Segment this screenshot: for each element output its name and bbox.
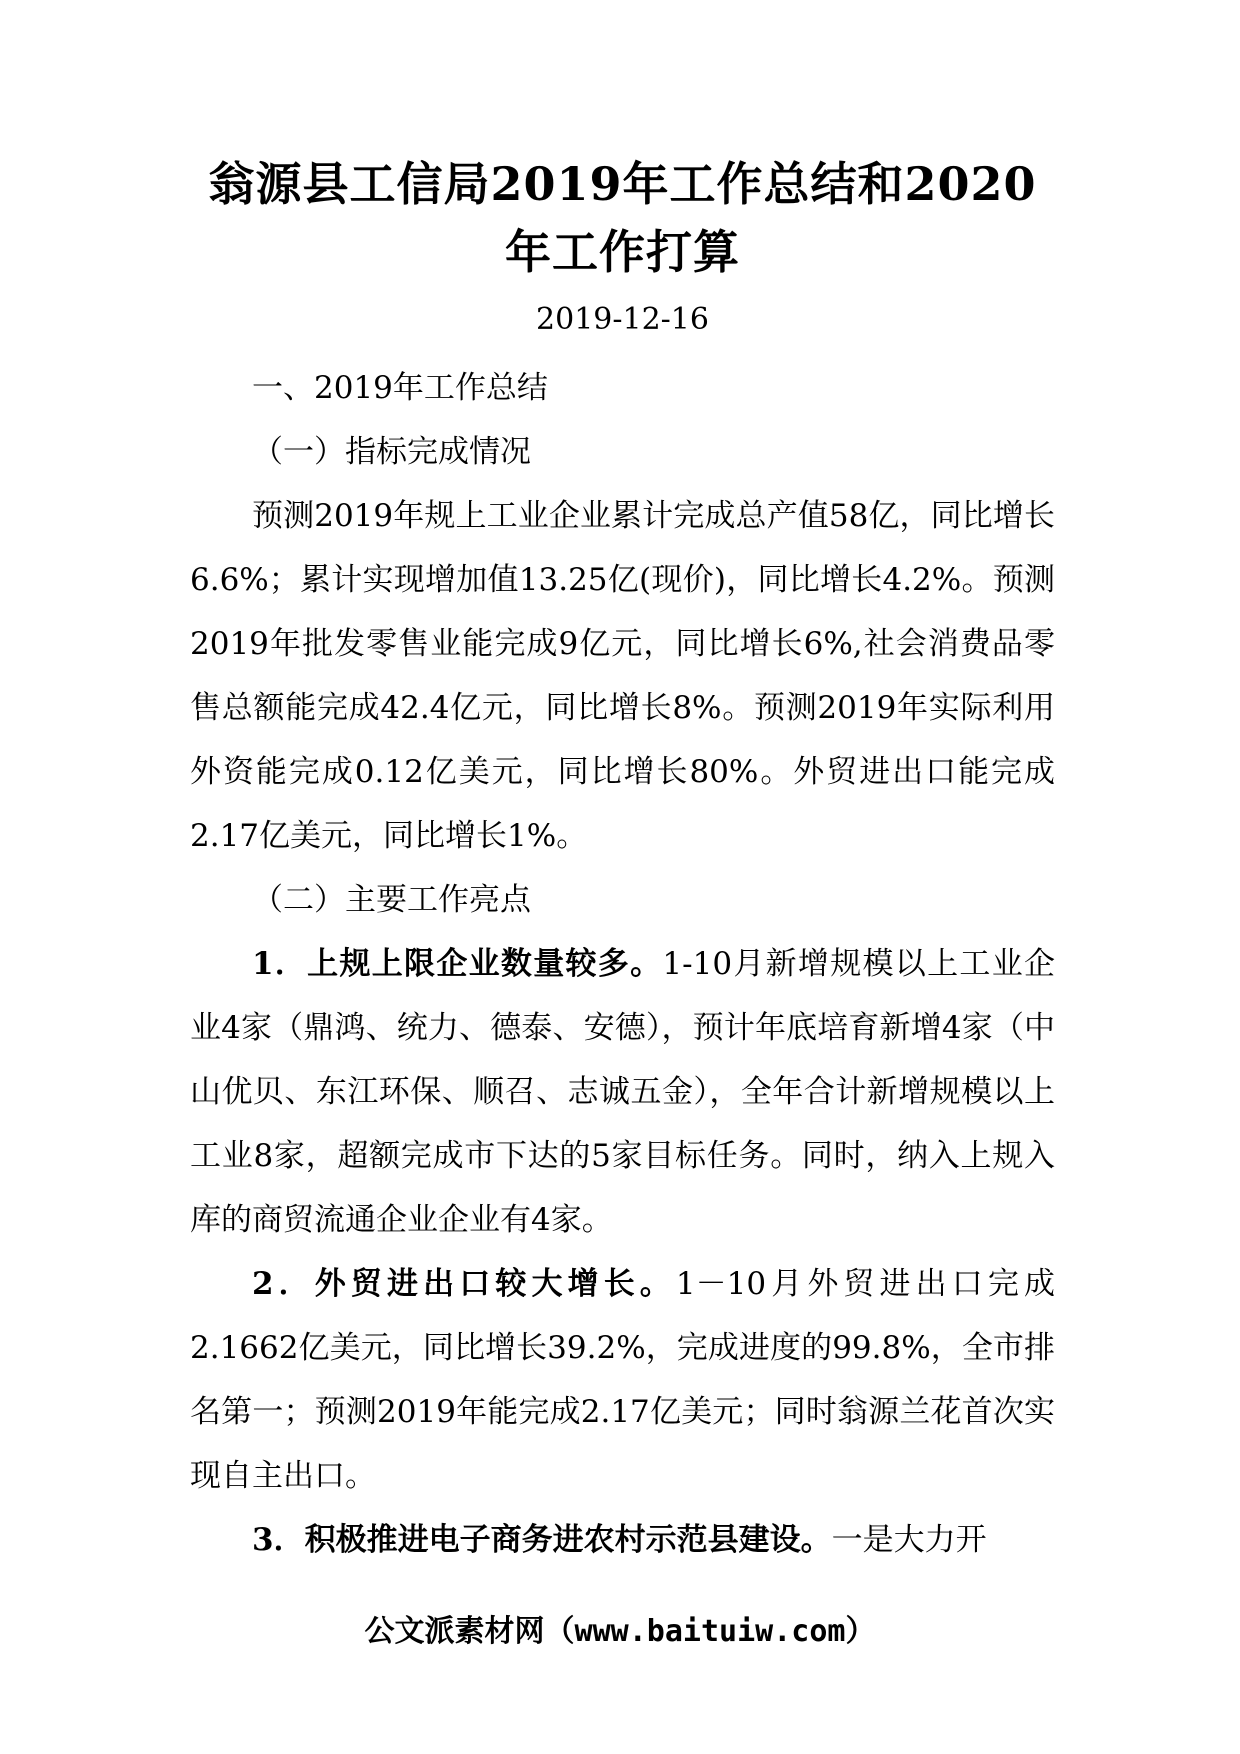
highlight-text: 1－10月外贸进出口完成2.1662亿美元，同比增长39.2%，完成进度的99.8%，全市排名第一；预测2019年能完成2.17亿美元；同时翁源兰花首次实现自主出口。 — [190, 1266, 1055, 1494]
footer-watermark — [0, 1610, 1240, 1654]
highlight-lead: 2．外贸进出口较大增长。 — [252, 1266, 676, 1302]
highlight-text: 一是大力开 — [831, 1522, 987, 1558]
document-page — [190, 150, 1055, 1572]
footer-suffix: ） — [845, 1614, 876, 1649]
document-date: 2019-12-16 — [536, 302, 709, 337]
highlight-text: 1-10月新增规模以上工业企业4家（鼎鸿、统力、德泰、安德），预计年底培育新增4家（中山优贝、东江环保、顺召、志诚五金），全年合计新增规模以上工业8家，超额完成市下达的5家目标任务。同时，纳入上规入库的商贸流通企业企业有4家。 — [190, 946, 1055, 1238]
footer-prefix: 公文派素材网（ — [364, 1614, 575, 1649]
paragraph-highlight-1 — [190, 932, 1055, 1252]
highlight-lead: 3．积极推进电子商务进农村示范县建设。 — [252, 1522, 832, 1558]
highlight-lead: 1．上规上限企业数量较多。 — [252, 946, 663, 982]
subsection-heading: （一）指标完成情况 — [252, 434, 531, 470]
section-heading: 一、2019年工作总结 — [252, 370, 548, 406]
paragraph-highlight-3 — [190, 1508, 1055, 1572]
document-title: 翁源县工信局2019年工作总结和2020年工作打算 — [208, 157, 1037, 279]
paragraph-highlight-2 — [190, 1252, 1055, 1508]
paragraph-indicators: 预测2019年规上工业企业累计完成总产值58亿，同比增长6.6%；累计实现增加值13.25亿(现价)，同比增长4.2%。预测2019年批发零售业能完成9亿元，同比增长6%,社会消费品零售总额能完成42.4亿元，同比增长8%。预测2019年实际利用外资能完成0.12亿美元，同比增长80%。外贸进出口能完成2.17亿美元，同比增长1%。 — [190, 498, 1055, 854]
footer-url[interactable]: www.baituiw.com — [574, 1614, 846, 1649]
subsection-heading: （二）主要工作亮点 — [252, 882, 531, 918]
